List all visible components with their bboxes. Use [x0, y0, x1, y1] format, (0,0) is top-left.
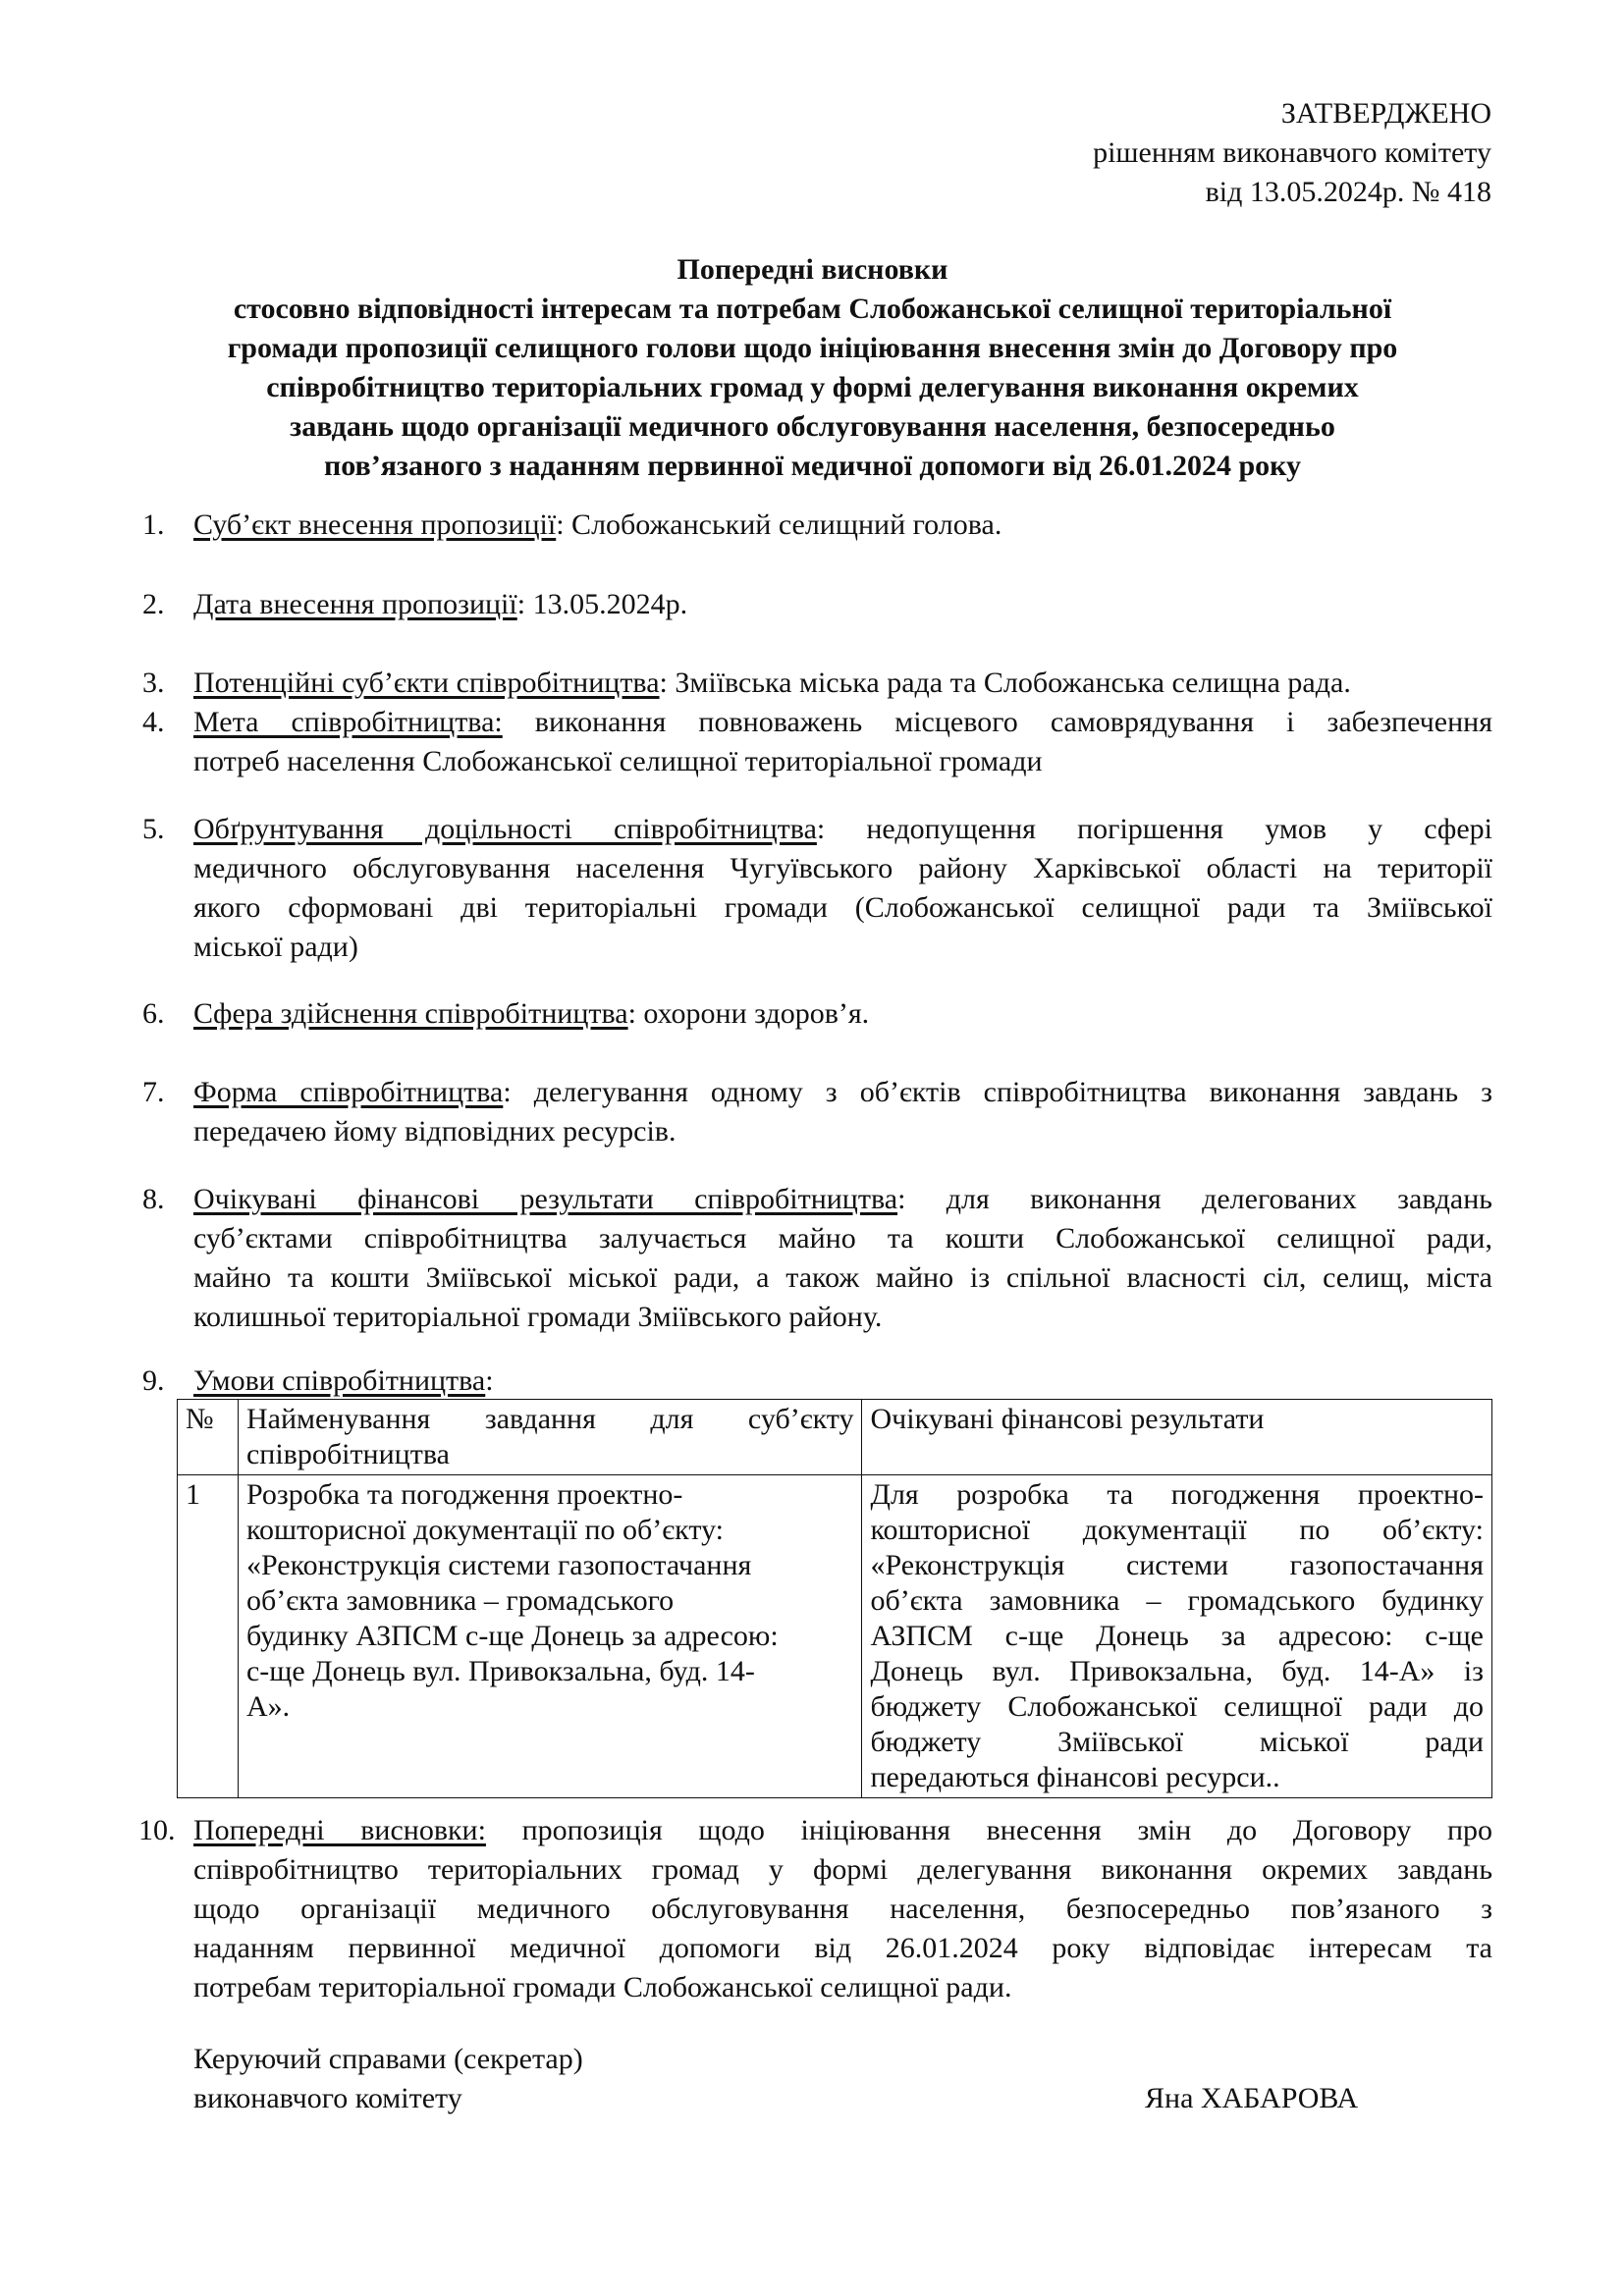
table-cell-line: об’єкта замовника – громадського	[245, 1584, 675, 1617]
table-header-row	[178, 1400, 1492, 1475]
list-item-6	[142, 994, 1492, 1034]
table-cell-line: бюджету Зміївської міської ради	[870, 1726, 1484, 1758]
item-label: Потенційні суб’єкти співробітництва	[193, 667, 660, 699]
conditions-table	[177, 1399, 1492, 1798]
approval-title: ЗАТВЕРДЖЕНО	[1280, 97, 1491, 130]
item-text: :	[485, 1364, 494, 1397]
item-text: виконання повноважень місцевого самоврядування і забезпечення	[502, 706, 1492, 738]
heading-line: завдань щодо організації медичного обслуговування населення, безпосередньо	[290, 410, 1335, 443]
approval-date: від 13.05.2024р. № 418	[1205, 176, 1491, 208]
item-label: Попередні висновки:	[193, 1814, 486, 1846]
item-text: медичного обслуговування населення Чугуївського району Харківської області на території	[193, 852, 1492, 884]
item-label: Сфера здійснення співробітництва	[193, 997, 628, 1030]
item-number: 2.	[142, 588, 165, 620]
table-cell-result	[862, 1475, 1492, 1798]
item-text: щодо організації медичного обслуговування населення, безпосередньо пов’язаного з	[193, 1893, 1492, 1925]
table-header-num: №	[178, 1400, 239, 1475]
item-text: майно та кошти Зміївської міської ради, а також майно із спільної власності сіл, селищ, міста	[193, 1261, 1492, 1294]
item-number: 7.	[142, 1076, 165, 1108]
table-cell-line: Розробка та погодження проектно-	[245, 1478, 683, 1511]
item-text: : Слобожанський селищний голова.	[556, 508, 1002, 541]
signature-title: виконавчого комітету	[193, 2082, 462, 2114]
heading-line: громади пропозиції селищного голови щодо ініціювання внесення змін до Договору про	[227, 332, 1398, 364]
table-cell-line: Донець вул. Привокзальна, буд. 14-А» із	[870, 1655, 1484, 1687]
item-text: потреб населення Слобожанської селищної територіальної громади	[193, 745, 1043, 777]
list-item-8	[142, 1180, 1492, 1337]
table-cell-line: передаються фінансові ресурси..	[870, 1761, 1280, 1793]
signature-name: Яна ХАБАРОВА	[1145, 2082, 1359, 2114]
item-label: Суб’єкт внесення пропозиції	[193, 508, 557, 541]
table-cell-num: 1	[178, 1475, 239, 1798]
signature-title: Керуючий справами (секретар)	[193, 2043, 583, 2075]
item-text: співробітництво територіальних громад у формі делегування виконання окремих завдань	[193, 1853, 1492, 1886]
item-label: Мета співробітництва:	[193, 706, 503, 738]
item-text: якого сформовані дві територіальні громади (Слобожанської селищної ради та Зміївської	[193, 891, 1492, 924]
item-text: наданням первинної медичної допомоги від 26.01.2024 року відповідає інтересам та	[193, 1932, 1492, 1964]
item-number: 5.	[142, 813, 165, 845]
item-text: : Зміївська міська рада та Слобожанська селищна рада.	[659, 667, 1351, 699]
signature-position	[193, 2040, 583, 2118]
item-number: 10.	[138, 1814, 176, 1846]
list-item-7	[142, 1073, 1492, 1151]
item-text: : охорони здоров’я.	[627, 997, 870, 1030]
item-number: 6.	[142, 997, 165, 1030]
item-label: Обґрунтування доцільності співробітництва	[193, 813, 817, 845]
item-text: передачею йому відповідних ресурсів.	[193, 1115, 677, 1148]
item-label: Форма співробітництва	[193, 1076, 504, 1108]
table-header-task-line: співробітництва	[245, 1438, 450, 1470]
heading-title: Попередні висновки	[677, 253, 948, 286]
list-item-5	[142, 810, 1492, 967]
list-item-9	[142, 1362, 1492, 1401]
table-cell-line: «Реконструкція системи газопостачання	[245, 1549, 752, 1581]
table-cell-line: кошторисної документації по об’єкту:	[870, 1514, 1484, 1546]
item-text: пропозиція щодо ініціювання внесення змін до Договору про	[485, 1814, 1492, 1846]
approval-decision: рішенням виконавчого комітету	[1093, 136, 1491, 169]
item-text: колишньої територіальної громади Зміївського району.	[193, 1301, 883, 1333]
item-text: : делегування одному з об’єктів співробітництва виконання завдань з	[503, 1076, 1493, 1108]
table-cell-line: АЗПСМ с-ще Донець за адресою: с-ще	[870, 1620, 1484, 1652]
approval-block	[1093, 94, 1491, 212]
list-item-4	[142, 703, 1492, 781]
document-heading	[187, 250, 1438, 486]
table-cell-line: «Реконструкція системи газопостачання	[870, 1549, 1484, 1581]
heading-line: пов’язаного з наданням первинної медичної допомоги від 26.01.2024 року	[323, 450, 1302, 482]
table-cell-line: будинку АЗПСМ с-ще Донець за адресою:	[245, 1620, 779, 1652]
table-cell-line: кошторисної документації по об’єкту:	[245, 1514, 725, 1546]
heading-line: співробітництво територіальних громад у формі делегування виконання окремих	[266, 371, 1359, 403]
heading-line: стосовно відповідності інтересам та потребам Слобожанської селищної територіальної	[233, 293, 1392, 325]
item-label: Умови співробітництва	[193, 1364, 486, 1397]
item-text: : 13.05.2024р.	[516, 588, 688, 620]
item-label: Очікувані фінансові результати співробітництва	[193, 1183, 898, 1215]
item-text: потребам територіальної громади Слобожанської селищної ради.	[193, 1971, 1012, 2003]
table-cell-line: с-ще Донець вул. Привокзальна, буд. 14-	[245, 1655, 755, 1687]
item-number: 9.	[142, 1364, 165, 1397]
list-item-3	[142, 664, 1492, 703]
item-text: : для виконання делегованих завдань	[897, 1183, 1492, 1215]
item-number: 4.	[142, 706, 165, 738]
table-row	[178, 1475, 1492, 1798]
table-cell-line: об’єкта замовника – громадського будинку	[870, 1584, 1484, 1617]
table-cell-line: А».	[245, 1690, 291, 1723]
list-item-2	[142, 585, 1492, 624]
table-cell-line: бюджету Слобожанської селищної ради до	[870, 1690, 1484, 1723]
table-header-task	[238, 1400, 862, 1475]
item-text: міської ради)	[193, 931, 358, 963]
table-header-result: Очікувані фінансові результати	[862, 1400, 1492, 1475]
item-number: 8.	[142, 1183, 165, 1215]
item-number: 3.	[142, 667, 165, 699]
item-label: Дата внесення пропозиції	[193, 588, 517, 620]
item-text: : недопущення погіршення умов у сфері	[816, 813, 1492, 845]
table-header-task-line: Найменування завдання для суб’єкту	[245, 1403, 854, 1435]
table-cell-line: Для розробка та погодження проектно-	[870, 1478, 1484, 1511]
item-number: 1.	[142, 508, 165, 541]
list-item-10	[138, 1811, 1492, 2007]
table-cell-task	[238, 1475, 862, 1798]
list-item-1	[142, 506, 1492, 545]
item-text: суб’єктами співробітництва залучається майно та кошти Слобожанської селищної ради,	[193, 1222, 1492, 1255]
